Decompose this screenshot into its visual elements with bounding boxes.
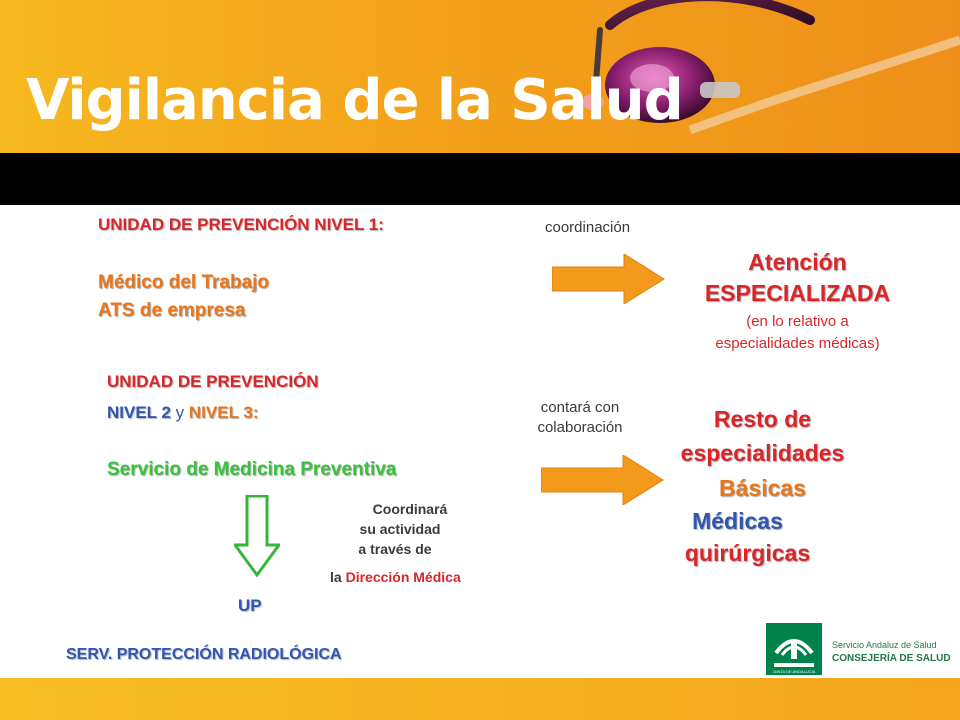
collaboration-label-2: colaboración <box>537 419 623 436</box>
coordinara-line-2: su actividad <box>359 521 441 537</box>
coordination-label: coordinación <box>545 219 631 236</box>
resto-line-quirurgicas: quirúrgicas <box>684 540 811 566</box>
nivel-conjunction: y <box>175 403 185 422</box>
nivel2-label: NIVEL 2 <box>107 403 171 422</box>
up-label: UP <box>238 596 262 615</box>
resto-line-1: Resto de <box>713 406 812 432</box>
emblem-icon <box>766 623 822 675</box>
collaboration-label-1: contará con <box>540 399 620 416</box>
junta-andalucia-emblem <box>766 623 822 675</box>
direccion-medica-label: Dirección Médica <box>345 569 461 585</box>
nivel-line <box>107 403 259 423</box>
ats-empresa-label: ATS de empresa <box>98 300 246 321</box>
header-banner <box>0 0 960 153</box>
coordinara-line-4 <box>330 569 461 585</box>
unit-level23-heading: UNIDAD DE PREVENCIÓN <box>107 372 319 391</box>
footer-band <box>0 678 960 720</box>
especializada-note-1: (en lo relativo a <box>746 313 849 330</box>
consejeria-name: CONSEJERÍA DE SALUD <box>832 653 951 664</box>
resto-line-basicas: Básicas <box>719 475 806 501</box>
nivel3-label: NIVEL 3: <box>188 403 259 422</box>
medico-trabajo-label: Médico del Trabajo <box>98 272 270 293</box>
atencion-title: Atención <box>748 249 847 275</box>
coordinara-line-1: Coordinará <box>372 501 448 517</box>
sas-logo <box>766 623 950 675</box>
sas-name: Servicio Andaluz de Salud <box>832 640 937 650</box>
page-title: Vigilancia de la Salud <box>26 68 683 133</box>
emblem-subtext: JUNTA DE ANDALUCIA <box>772 669 816 674</box>
coordinara-line-3: a través de <box>358 541 432 557</box>
coordinara-line-4-prefix: la <box>330 569 346 585</box>
black-band <box>0 153 960 205</box>
serv-proteccion-radiologica: SERV. PROTECCIÓN RADIOLÓGICA <box>66 646 342 663</box>
especializada-title: ESPECIALIZADA <box>704 280 891 306</box>
unit-level1-heading: UNIDAD DE PREVENCIÓN NIVEL 1: <box>98 215 384 234</box>
arrow-down <box>234 495 280 577</box>
resto-line-medicas: Médicas <box>692 508 783 534</box>
servicio-medicina-preventiva: Servicio de Medicina Preventiva <box>107 459 397 480</box>
resto-line-2: especialidades <box>680 440 845 466</box>
especializada-note-2: especialidades médicas) <box>715 335 880 352</box>
